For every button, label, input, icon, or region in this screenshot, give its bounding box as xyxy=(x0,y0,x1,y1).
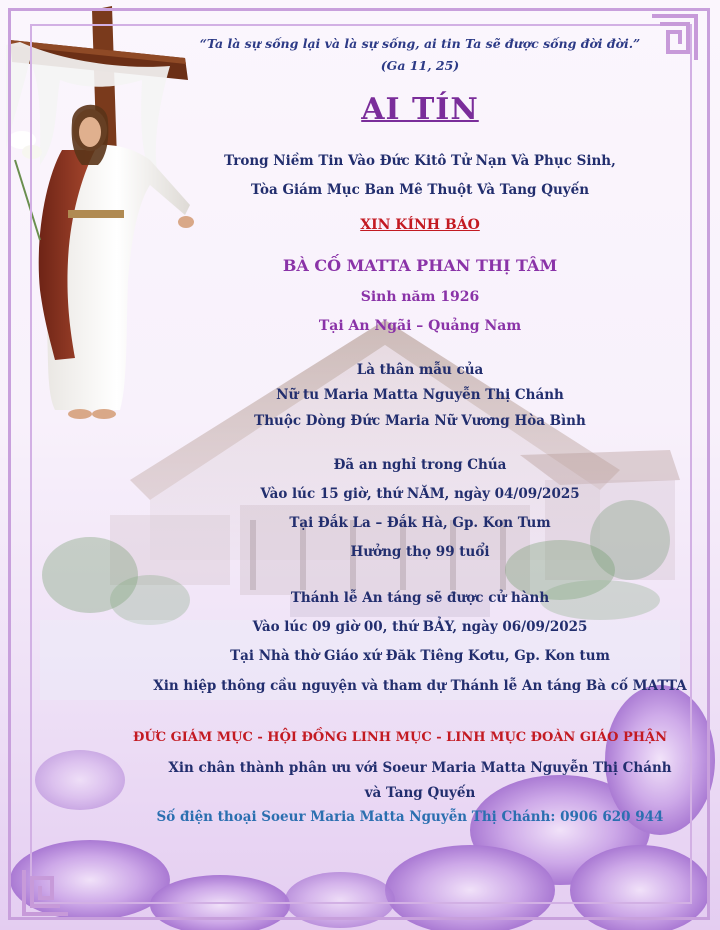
birth-year: Sinh năm 1926 xyxy=(360,289,480,305)
contact-phone: Số điện thoại Soeur Maria Matta Nguyễn Thị Chánh: 0906 620 944 xyxy=(156,809,664,825)
birth-place: Tại An Ngãi – Quảng Nam xyxy=(318,318,522,334)
relation-line-1: Là thân mẫu của xyxy=(356,362,484,378)
funeral-line-2: Vào lúc 09 giờ 00, thứ BẢY, ngày 06/09/2025 xyxy=(252,619,588,635)
death-line-3: Tại Đắk La – Đắk Hà, Gp. Kon Tum xyxy=(289,515,551,531)
condolence-message-2: và Tang Quyến xyxy=(364,785,476,801)
announcement-heading: XIN KÍNH BÁO xyxy=(360,217,480,233)
condolence-from: ĐỨC GIÁM MỤC - HỘI ĐỒNG LINH MỤC - LINH MỤC ĐOÀN GIÁO PHẬN xyxy=(133,730,667,745)
funeral-line-4: Xin hiệp thông cầu nguyện và tham dự Thánh lễ An táng Bà cố MATTA xyxy=(153,678,687,694)
death-line-4: Hưởng thọ 99 tuổi xyxy=(350,544,490,560)
intro-line-1: Trong Niềm Tin Vào Đức Kitô Tử Nạn Và Phục Sinh, xyxy=(224,153,616,169)
bible-quote: “Ta là sự sống lại và là sự sống, ai tin Ta sẽ được sống đời đời.” xyxy=(199,36,641,51)
bible-reference: (Ga 11, 25) xyxy=(380,58,460,73)
relation-line-2: Nữ tu Maria Matta Nguyễn Thị Chánh xyxy=(276,387,564,403)
death-line-2: Vào lúc 15 giờ, thứ NĂM, ngày 04/09/2025 xyxy=(260,486,580,502)
page-title: AI TÍN xyxy=(361,92,479,127)
funeral-line-3: Tại Nhà thờ Giáo xứ Đăk Tiêng Kơtu, Gp. Kon tum xyxy=(230,648,610,664)
funeral-line-1: Thánh lễ An táng sẽ được cử hành xyxy=(290,590,550,606)
deceased-name: BÀ CỐ MATTA PHAN THỊ TÂM xyxy=(282,256,558,275)
relation-line-3: Thuộc Dòng Đức Maria Nữ Vương Hòa Bình xyxy=(254,413,586,429)
condolence-message-1: Xin chân thành phân ưu với Soeur Maria Matta Nguyễn Thị Chánh xyxy=(168,760,672,776)
intro-line-2: Tòa Giám Mục Ban Mê Thuột Và Tang Quyến xyxy=(250,182,590,198)
death-line-1: Đã an nghỉ trong Chúa xyxy=(333,457,507,473)
